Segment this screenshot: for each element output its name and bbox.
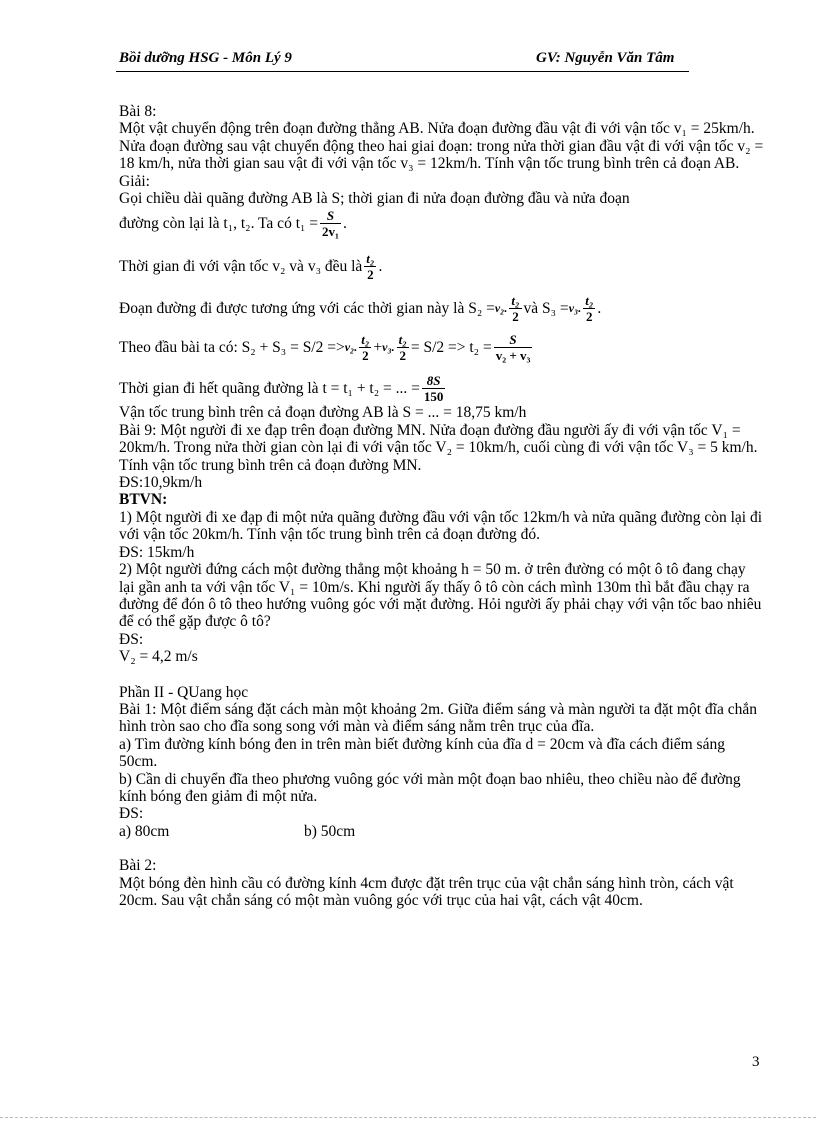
phan2-bai1: Bài 1: Một điểm sáng đặt cách màn một khoảng 2m. Giữa điểm sáng và màn người ta đặt một đĩa chắn hình tròn sao cho đĩa song song với màn và điểm sáng nằm trên trục của đĩa. [119, 700, 757, 736]
phan2-bai2-text: Một bóng đèn hình cầu có đường kính 4cm được đặt trên trục của vật chắn sáng hình tròn, cách vật 20cm. Sau vật chắn sáng có một màn vuông góc với trục của hai vật, cách vật 40cm. [119, 874, 734, 909]
page-content [119, 103, 764, 909]
page-number: 3 [752, 1054, 760, 1070]
btvn-q1: 1) Một người đi xe đạp đi một nửa quãng đường đầu với vận tốc 12km/h và nửa quãng đường còn lại đi với vận tốc 20km/h. Tính vận tốc trung bình trên cả đoạn đường đó. [119, 508, 763, 544]
fraction-s-over-v2-plus-v3: $\frac{S}{\text{v₂ + v₃}}$ [495, 332, 531, 364]
fraction-t2-over-2: $\frac{\text{t₂}}{2}$ [361, 332, 370, 364]
bai8-line5: Theo đầu bài ta có: S₂ + S₃ = S/2 => v₂. $\frac{\text{t₂}}{2}$ + v₃. $\frac{\text{t₂}}{2}$ = S/2 => t₂ = $\frac{S}{\text{v₂ + v₃}}$ [119, 332, 531, 364]
phan2-bai1-b: b) Cần di chuyển đĩa theo phương vuông góc với màn một đoạn bao nhiêu, theo chiều nào để đường kính bóng đen giảm đi một nửa. [119, 770, 741, 805]
bai8-giai: Giải: [119, 172, 150, 190]
fraction-t2-over-2: $\frac{\text{t₂}}{2}$ [398, 332, 407, 364]
phan2-answers [119, 823, 764, 840]
bai9-text: Bài 9: Một người đi xe đạp trên đoạn đường MN. Nửa đoạn đường đầu người ấy đi với vận tốc V₁ = 20km/h. Trong nửa thời gian còn lại đi với vận tốc V₂ = 10km/h, cuối cùng đi với vận tốc V₃ = 5 km/h. Tính vận tốc trung bình trên cả đoạn đường MN. [119, 421, 758, 474]
bai8-title: Bài 8: [119, 103, 157, 120]
bai8-line1: Gọi chiều dài quãng đường AB là S; thời gian đi nửa đoạn đường đầu và nửa đoạn [119, 190, 630, 208]
answer-b: b) 50cm [304, 822, 356, 840]
bai8-line2: đường còn lại là t₁, t₂. Ta có t₁ = $\frac{S}{\text{2v₁}}$ . [119, 208, 347, 240]
bai8-line7: Vận tốc trung bình trên cả đoạn đường AB là S = ... = 18,75 km/h [119, 404, 527, 422]
fraction-t2-over-2: $\frac{\text{t₂}}{2}$ [511, 293, 520, 325]
btvn-q2-answer: V₂ = 4,2 m/s [119, 648, 198, 666]
btvn-q1-ds: ĐS: 15km/h [119, 543, 195, 561]
btvn-q2: 2) Một người đứng cách một đường thẳng một khoảng h = 50 m. ở trên đường có một ô tô đang chạy lại gần anh ta với vận tốc V₁ = 10m/s. Khi người ấy thấy ô tô còn cách mình 130m thì bắt đầu chạy ra đường để đón ô tô theo hướng vuông góc với mặt đường. Hỏi người ấy phải chạy với vận tốc bao nhiêu để có thể gặp được ô tô? [119, 561, 762, 631]
btvn-title: BTVN: [119, 491, 168, 509]
bai8-line4: Đoạn đường đi được tương ứng với các thời gian này là S₂ = v₂. $\frac{\text{t₂}}{2}$ và S₃ = v₃. $\frac{\text{t₂}}{2}$ . [119, 293, 602, 325]
phan2-title: Phần II - QUang học [119, 683, 249, 701]
fraction-8s-over-150: $\frac{8S}{150}$ [423, 373, 444, 405]
page-bottom-rule [0, 1117, 816, 1118]
phan2-bai2-title: Bài 2: [119, 857, 157, 875]
bai8-line3: Thời gian đi với vận tốc v₂ và v₃ đều là $\frac{\text{t₂}}{2}$ . [119, 251, 383, 283]
fraction-s-over-2v1: $\frac{S}{\text{2v₁}}$ [322, 208, 339, 240]
header-right: GV: Nguyễn Văn Tâm [536, 50, 675, 66]
bai8-line6: Thời gian đi hết quãng đường là t = t₁ + t₂ = ... = $\frac{8S}{150}$ [119, 373, 444, 405]
bai8-text: Một vật chuyển động trên đoạn đường thẳng AB. Nửa đoạn đường đầu vật đi với vận tốc v₁ = 25km/h. Nửa đoạn đường sau vật chuyển động theo hai giai đoạn: trong nửa thời gian đầu vật đi với vận tốc v₂ = 18 km/h, nửa thời gian sau vật đi với vận tốc v₃ = 12km/h. Tính vận tốc trung bình trên cả đoạn AB. [119, 120, 764, 173]
answer-a: a) 80cm [119, 822, 170, 840]
header-rule [116, 71, 689, 72]
phan2-ds: ĐS: [119, 805, 144, 823]
btvn-q2-ds: ĐS: [119, 630, 144, 648]
header-left: Bồi dưỡng HSG - Môn Lý 9 [119, 50, 292, 66]
bai9-ds: ĐS:10,9km/h [119, 474, 203, 492]
fraction-t2-over-2: $\frac{\text{t₂}}{2}$ [585, 293, 594, 325]
fraction-t2-over-2: $\frac{\text{t₂}}{2}$ [366, 251, 375, 283]
phan2-bai1-a: a) Tìm đường kính bóng đen in trên màn biết đường kính của đĩa d = 20cm và đĩa cách điểm sáng 50cm. [119, 735, 725, 771]
